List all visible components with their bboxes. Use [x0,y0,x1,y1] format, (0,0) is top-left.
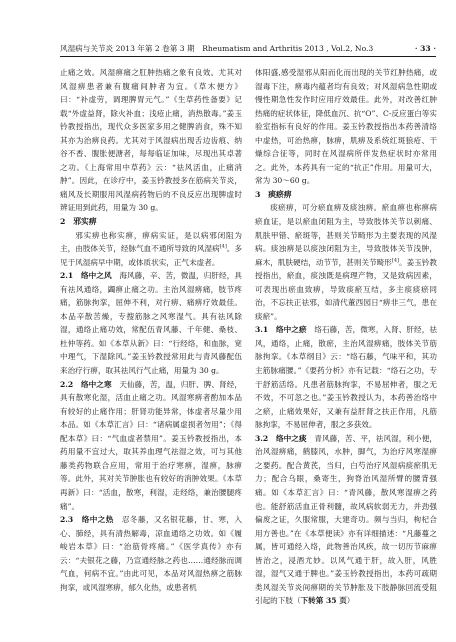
subsection-heading: 2.1 络中之风 [60,271,112,281]
subsection: 2.2 络中之寒 天仙藤，苦，温，归肝、脾、肾经，具有散寒化湿，活血止痛之功。风湿寒痹者酌加本品有较好的止痛作用；肝肾功能异常，体虚者尽量少用本品。如《本草汇言》曰：“诸病属虚损者勿用”；《得配本草》曰：“气血虚者禁用”。姜玉钤教授指出，本药用量不宜过大，取其养血理气祛湿之效，可与其他藤类药物联合应用，常用于治疗寒痹，湿痹，脉痹等。此外，其对关节肿胀也有较好的消肿效果。《本草再新》曰：“活血，散寒，利湿，走经络，兼治腰腿疼痛”。 [60,379,242,511]
subsection: 3.2 络中之痰 青风藤，苦、平，祛风湿，利小便，治风湿痹痛，鹤膝风，水肿，脚气，为治疗风寒湿痹之要药。配合黄芪，当归，白芍治疗风湿病痰瘀肌无力；配合乌眼，桑寄生，狗脊治风湿所臂的腰背强痛。如《本草汇言》曰：“青风藤，散风寒湿痹之药也。能舒筋活血正骨利髓，故风病软弱无力，并劲强偏废之证，久服常服，大建奇功。频与当归，枸杞合用方善也。”在《本草便读》亦有详细描述：“凡藤蔓之属，皆可通经入络，此物善治风疾，故一切历节麻痹皆治之，浸酒尤妙。以风气通于肝，故入肝，风胜湿，湿气又通于脾也。”姜玉钤教授指出，本药可疏期类风湿关节炎间痹期的关节肿胀及下肢静脉回流受阻引起的下肢（下转第 35 页） [255,433,437,606]
paragraph: 体阳盛,感受湿邪从阳而化而出现的关节红肿热痛，或湿毒下注，痹毒内蕴者均有良效；对风湿病急性期或慢性期急性发作时应用疗效最佳。此外，对改善红肿热痛的症状体征，降低血沉、抗“O”、C-反应蛋白等实验室指标有良好的作用。姜玉钤教授指出本药善清络中虚热，可治热痹，脉痹，肌痹及系统红斑狼疮、干燥综合征等，同时在风湿病所伴发热症状时亦常用之。此外，本药具有一定的“抗正”作用。用量可大，常为 30～60 g。 [255,68,437,186]
right-column [255,66,437,608]
subsection-heading: 2.3 络中之热 [60,515,114,525]
paragraph: 邪实痹也称实痹，痹病实证，是以病邪闭阻为主，由肢体关节，经脉气血不通所导致的风湿病[4]。多见于风湿病早中期，或体质状实，正气未虚者。 [60,230,243,267]
citation-ref: [4] [219,243,227,250]
subsection: 2.1 络中之风 海风藤，辛、苦，微温，归肝经，具有祛风通络，蠲痹止痛之功。主治风湿痹痛，肢节疼痛，筋脉拘挛，屈伸不利，对行痹、痛痹疗效最佳。本品辛散苦燥，专搜筋脉之风寒湿气。具有祛风除湿，通络止痛功效，常配伍青风藤、千年健、桑枝、杜仲等药。如《本草从新》曰：“行经络，和血脉，宽中理气，下湿除风。”姜玉钤教授常用此与青风藤配伍来治疗行痹，取其祛风行气止痛，用量为 30 g。 [60,271,242,376]
paragraph: 止痛之效。风湿痹痛之肛肿热痛之象有良效。尤其对风湿痹患者兼有腹痛间肿者为宜。《草木便方》曰：“补虚劳，调理脾胃元气。”《生草药性备要》记载“外虚益肾，除火补血；浅疮止痛，消热散毒。”姜玉钤教授指出，现代众多医家多用之健脾消食，殊不知其亦为治痹良药。尤其对于风湿病出现舌边齿痕、纳谷不香、腹胀便溏者，每每临证加味，尽现出其卓著之功。《上海常用中草药》云：“祛风活血，止痛消肿”。因此，在诊疗中，姜玉钤教授多在筋病关节炎，痛风及长期服用风湿病药物后的不良反应出现脾虚时辨证用到此药，用量为 30 g。 [60,68,242,213]
journal-citation: 风湿病与关节炎 2013 年第 2 卷第 3 期 Rheumatism and Arthritis 2013 , Vol.2, No.3 [60,44,374,53]
citation-ref: [4] [391,257,399,264]
running-header [60,42,436,57]
subsection: 2.3 络中之热 忍冬藤，又名银花藤，甘、寒，入心、肺经，具有清热解毒，凉血通络之功效。如《履峻岩本草》曰：“治筋骨疼痛。”《医学真传》亦有云：“夫银花之藤，乃宣通经脉之药也……通经脉而调气血，何病不宜。”由此可见，本品对风湿热痹之筋脉拘挛，或风湿寒痹，郁久化热，或患者机 [60,515,243,592]
left-column [60,66,242,594]
subsection: 3.1 络中之瘀 络石藤，苦，微寒，入肾、肝经，祛风，通络，止痛，散瘀，主治风湿痹痛，肢体关节筋脉拘挛。《本草纲目》云：“络石藤，气味平和，其功主筋脉痛腰。”《要药分析》亦有记载：“络石之功，专于舒筋活络。凡患者筋脉拘挛，不易屈伸者，服之无不效，不可忽之也。”姜玉钤教授认为，本药善治络中之瘀，止痛效果好，又兼有益肝肾之扶正作用，凡筋脉拘挛，不易屈伸者，服之多获效。 [255,325,437,430]
section-heading: 2 邪实痹 [60,217,97,227]
subsection-heading: 3.1 络中之瘀 [255,325,307,335]
page-number: · 33 · [414,44,436,53]
section-heading: 3 痰瘀痹 [255,189,292,199]
continued-note: 下转第 35 页 [300,596,347,606]
subsection-heading: 2.2 络中之寒 [60,379,112,389]
subsection-heading: 3.2 络中之痰 [255,433,307,443]
paragraph: 痰瘀痹，可分瘀血痹及痰浊痹。瘀血痹也称痹病瘀血证，是以瘀血闭阻为主，导致肢体关节以刺痛、肌肤甲错、瘀斑等，甚则关节畸形为主要表现的风湿病。痰浊痹是以痰浊闭阻为主，导致肢体关节浅肿，麻木，肌肤硬结，动节节，甚则关节畸形[4]。姜玉钤教授指出，瘀血，痰浊既是病理产物，又是致病因素，可表现出瘀血致痹，导致痰瘀互结，多主痰痰瘀同治，不忘扶正祛邪，如清代董西园日“痹非三气，患在痰瘀”。 [255,203,438,321]
